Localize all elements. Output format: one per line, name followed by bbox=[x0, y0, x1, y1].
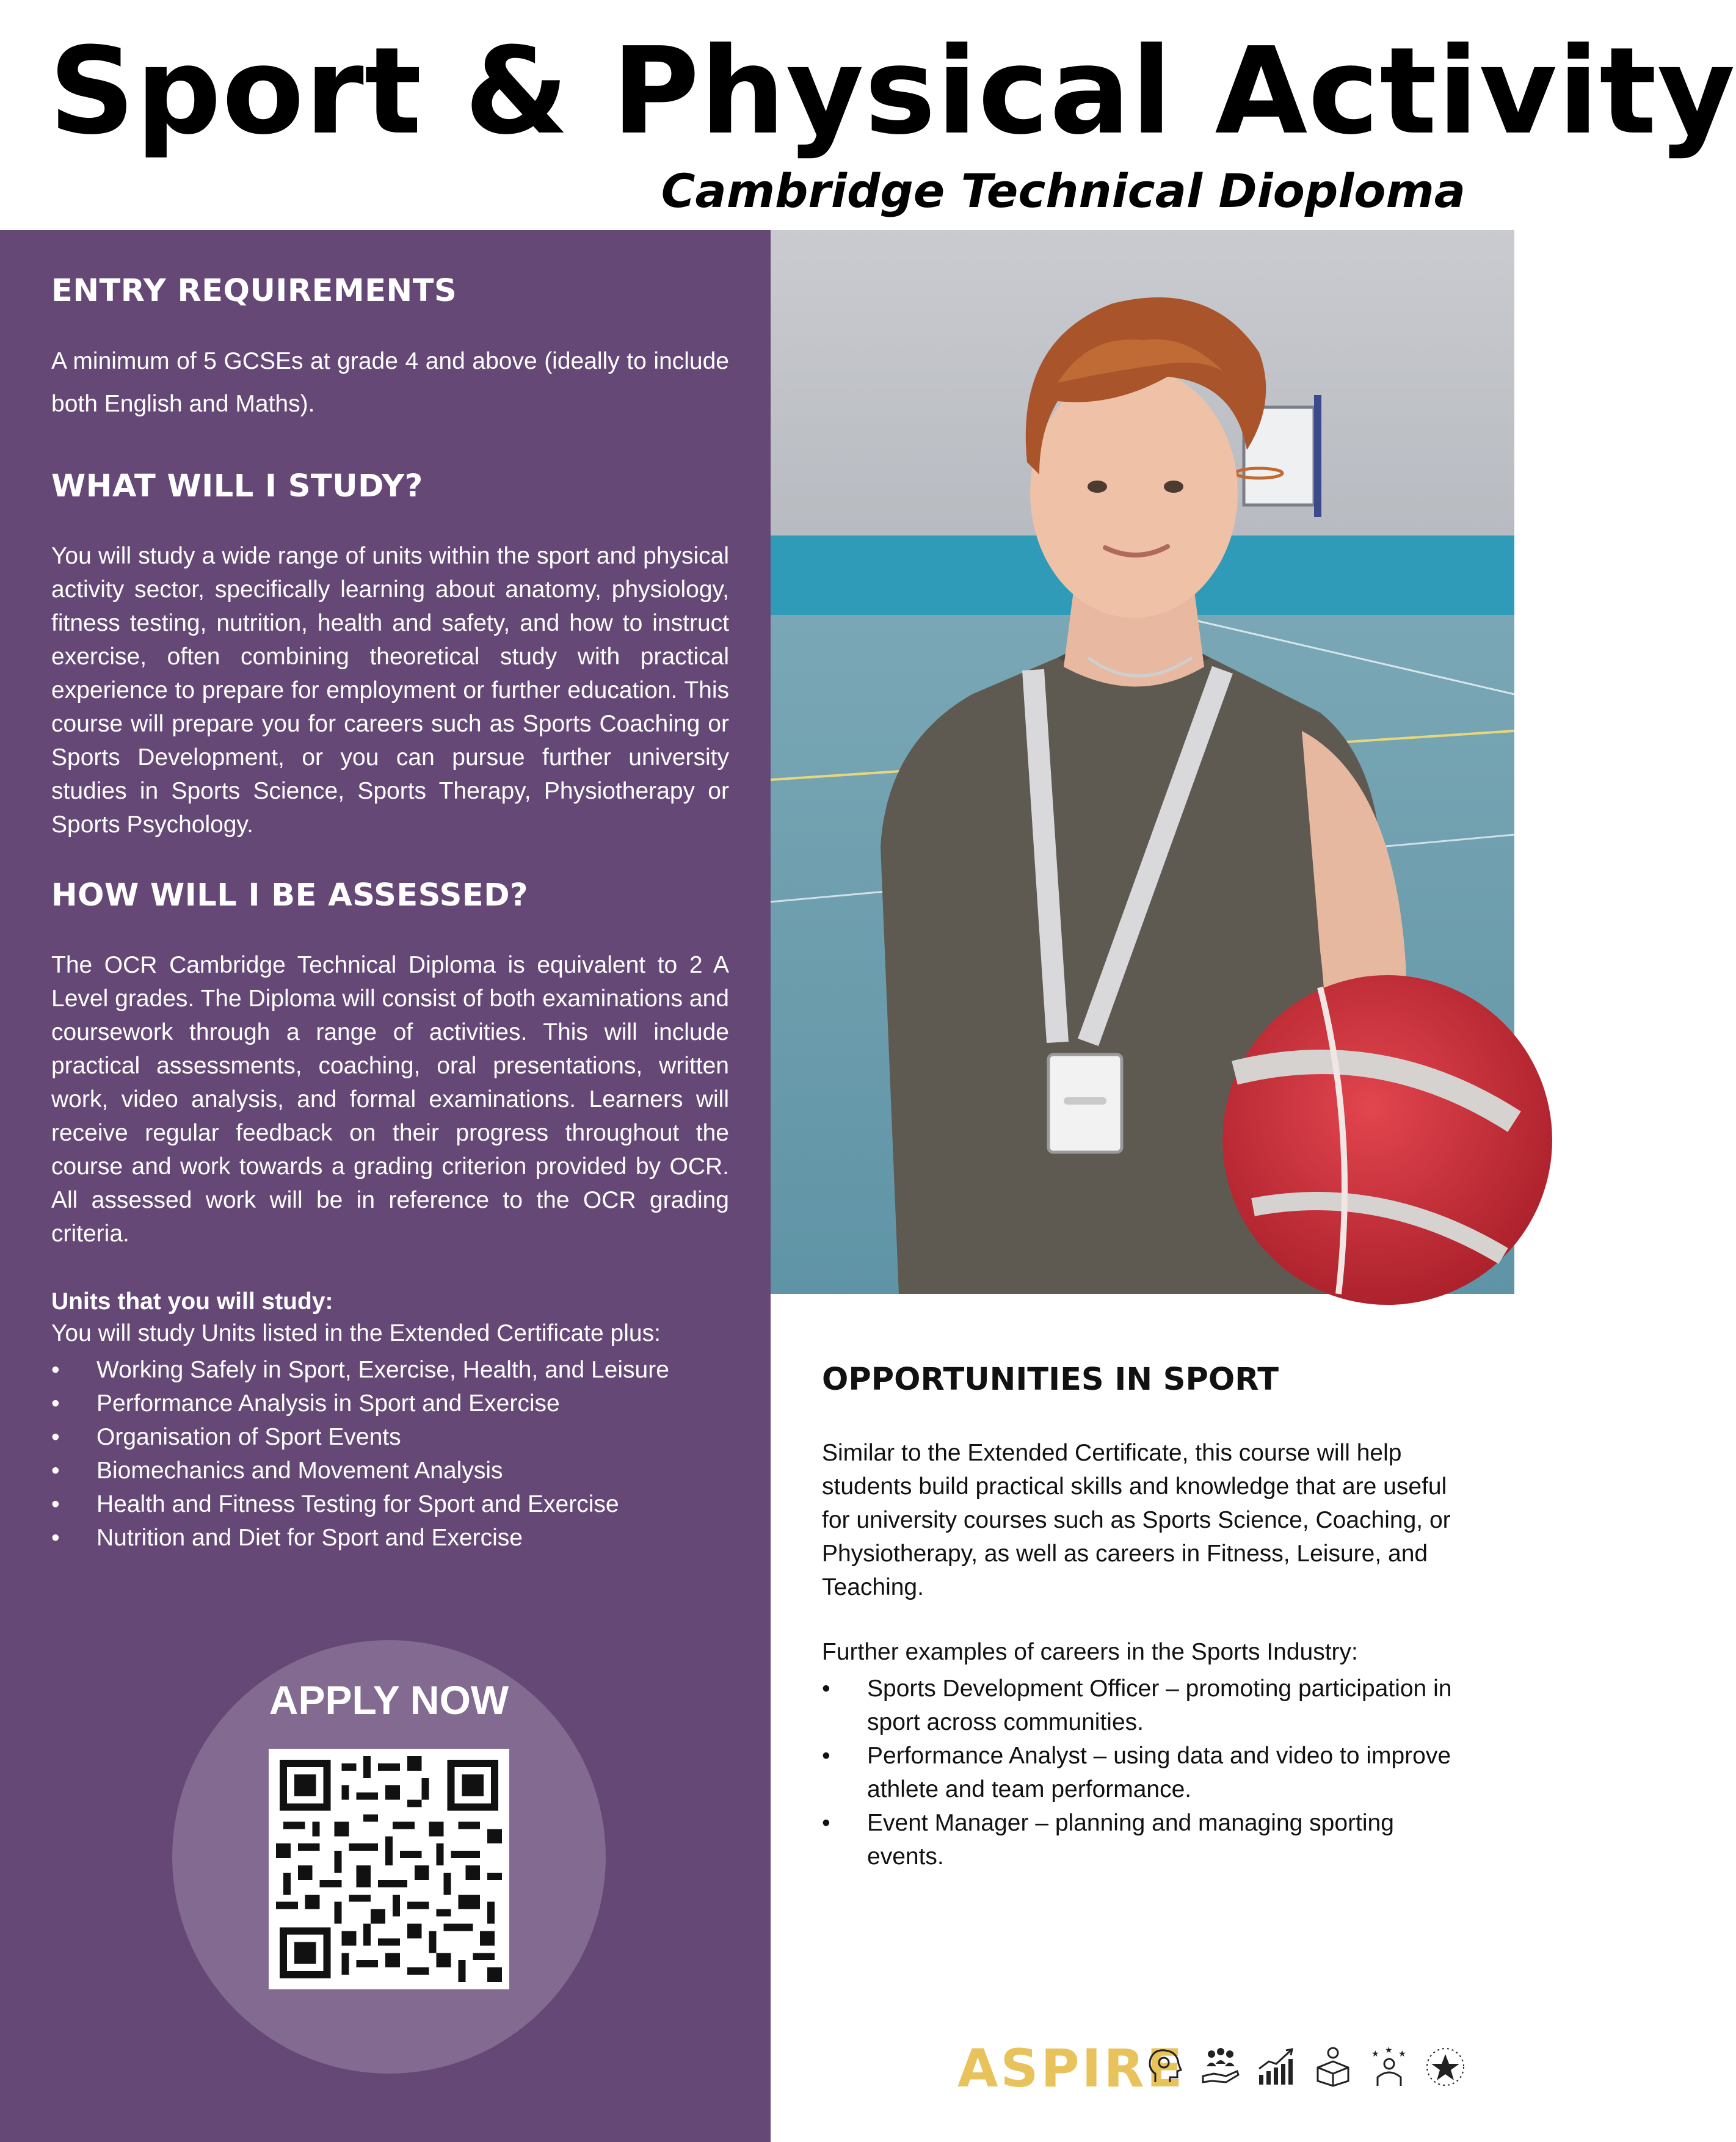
list-item: • Nutrition and Diet for Sport and Exercise bbox=[51, 1521, 669, 1555]
study-heading: WHAT WILL I STUDY? bbox=[51, 468, 423, 504]
careers-intro: Further examples of careers in the Sports Industry: bbox=[822, 1639, 1358, 1665]
list-item: • Health and Fitness Testing for Sport and Exercise bbox=[51, 1487, 669, 1521]
person-stars-icon bbox=[1368, 2046, 1411, 2091]
units-heading: Units that you will study: bbox=[51, 1288, 333, 1315]
list-item: • Working Safely in Sport, Exercise, Health, and Leisure bbox=[51, 1353, 669, 1387]
entry-heading: ENTRY REQUIREMENTS bbox=[51, 273, 457, 309]
list-item: • Event Manager – planning and managing sporting events. bbox=[822, 1806, 1469, 1873]
list-item: • Sports Development Officer – promoting participation in sport across communities. bbox=[822, 1672, 1469, 1739]
apply-qr-code[interactable] bbox=[269, 1749, 509, 1989]
assessed-heading: HOW WILL I BE ASSESSED? bbox=[51, 877, 529, 913]
units-list bbox=[51, 1353, 669, 1555]
aspire-icons bbox=[1143, 2046, 1467, 2091]
hand-people-icon bbox=[1199, 2046, 1242, 2091]
list-item: • Biomechanics and Movement Analysis bbox=[51, 1454, 669, 1487]
svg-text:★: ★ bbox=[1385, 2046, 1393, 2055]
assessed-text: The OCR Cambridge Technical Diploma is equivalent to 2 A Level grades. The Diploma will consist of both examinations and coursework through a range of activities. This will include practical assessments, coaching, oral presentations, written work, video analysis, and formal examinations. Learners will receive regular feedback on their progress throughout the course and work towards a grading criterion provided by OCR. All assessed work will be in reference to the OCR grading criteria. bbox=[51, 952, 729, 1247]
apply-now-badge[interactable] bbox=[172, 1640, 606, 2074]
star-circle-icon bbox=[1424, 2046, 1467, 2091]
study-text: You will study a wide range of units within the sport and physical activity sector, specifically learning about anatomy, physiology, fitness testing, nutrition, health and safety, and how to instruct exercise, often combining theoretical study with practical experience to prepare for employment or further education. This course will prepare you for careers such as Sports Coaching or Sports Development, or you can pursue further university studies in Sports Science, Sports Therapy, Physiotherapy or Sports Psychology. bbox=[51, 543, 729, 838]
page-title: Sport & Physical Activity bbox=[49, 22, 1736, 161]
opportunities-text: Similar to the Extended Certificate, this course will help students build practical skills and knowledge that are useful for university courses such as Sports Science, Coaching, or Physiotherapy, as well as careers in Fitness, Leisure, and Teaching. bbox=[822, 1440, 1451, 1600]
svg-text:★: ★ bbox=[1398, 2049, 1406, 2059]
person-box-icon bbox=[1312, 2046, 1354, 2091]
aspire-logo: ASPIRE bbox=[957, 2038, 1185, 2099]
entry-text: A minimum of 5 GCSEs at grade 4 and above (ideally to include both English and Maths). bbox=[51, 348, 729, 417]
head-cog-icon bbox=[1143, 2046, 1186, 2091]
list-item: • Performance Analysis in Sport and Exercise bbox=[51, 1387, 669, 1420]
student-photo bbox=[771, 230, 1514, 1294]
list-item: • Performance Analyst – using data and video to improve athlete and team performance. bbox=[822, 1739, 1469, 1806]
opportunities-heading: OPPORTUNITIES IN SPORT bbox=[822, 1362, 1279, 1398]
list-item: • Organisation of Sport Events bbox=[51, 1420, 669, 1454]
bar-growth-icon bbox=[1255, 2046, 1298, 2091]
units-intro: You will study Units listed in the Extended Certificate plus: bbox=[51, 1320, 661, 1346]
svg-text:★: ★ bbox=[1371, 2049, 1379, 2059]
page-subtitle: Cambridge Technical Dioploma bbox=[661, 164, 1465, 218]
careers-list bbox=[822, 1672, 1469, 1873]
apply-now-label: APPLY NOW bbox=[269, 1677, 509, 1723]
